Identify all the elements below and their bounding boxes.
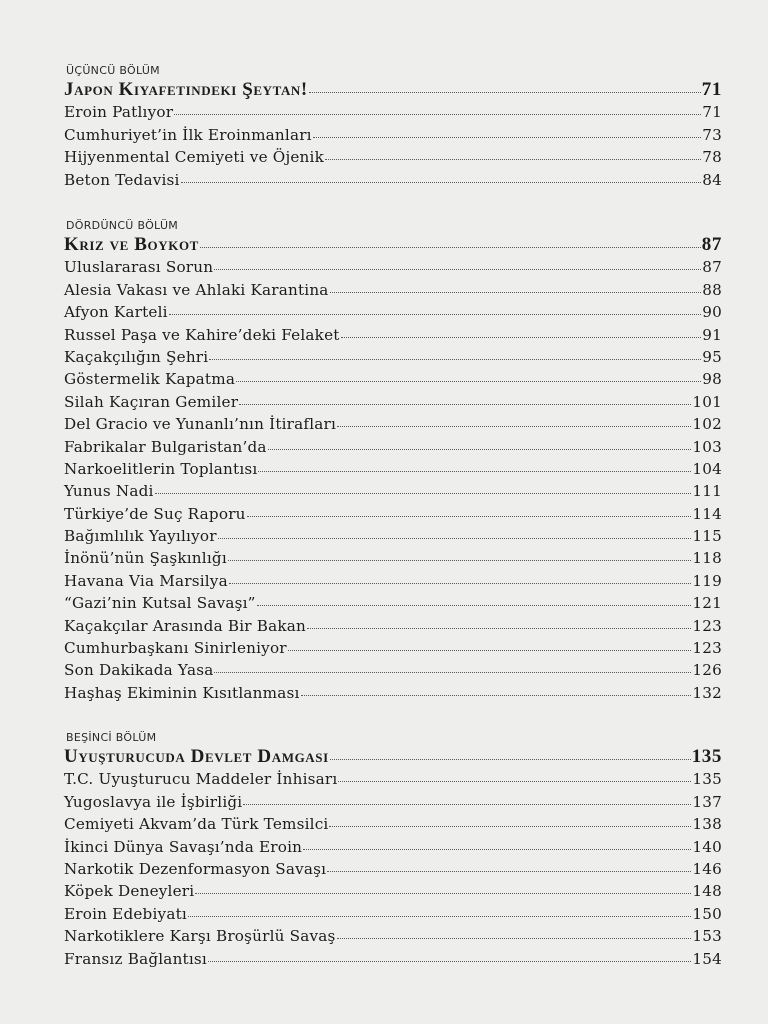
chapter-title-row[interactable] (64, 79, 722, 101)
chapter-title: Uyuşturucuda Devlet Damgası (64, 746, 329, 767)
toc-entry[interactable] (64, 813, 722, 835)
dot-leader (200, 247, 701, 248)
entry-page: 132 (692, 683, 722, 702)
entry-title: “Gazi’nin Kutsal Savaşı” (64, 594, 256, 613)
toc-entry[interactable] (64, 592, 722, 614)
entry-title: Yugoslavya ile İşbirliği (64, 792, 243, 811)
dot-leader (208, 961, 691, 962)
entry-page: 153 (692, 927, 722, 946)
toc-entry[interactable] (64, 858, 722, 880)
toc-entry[interactable] (64, 413, 722, 435)
entry-page: 138 (692, 815, 722, 834)
entry-page: 119 (692, 571, 722, 590)
entry-title: Bağımlılık Yayılıyor (64, 527, 217, 546)
entry-page: 121 (692, 594, 722, 613)
entry-title: Havana Via Marsilya (64, 571, 228, 590)
toc-entry[interactable] (64, 903, 722, 925)
section-ucuncu-bolum (64, 62, 722, 191)
entry-title: Narkotik Dezenformasyon Savaşı (64, 859, 327, 878)
toc-entry[interactable] (64, 346, 722, 368)
dot-leader (247, 516, 692, 517)
section-dorduncu-bolum (64, 217, 722, 704)
section-kicker: ÜÇÜNCÜ BÖLÜM (66, 64, 160, 77)
dot-leader (307, 628, 691, 629)
entry-page: 115 (692, 527, 722, 546)
entry-page: 123 (692, 616, 722, 635)
toc-entry[interactable] (64, 682, 722, 704)
dot-leader (228, 560, 692, 561)
entry-title: Cemiyeti Akvam’da Türk Temsilci (64, 815, 329, 834)
chapter-page: 87 (701, 234, 722, 255)
toc-entry[interactable] (64, 368, 722, 390)
entry-page: 95 (702, 347, 722, 366)
dot-leader (338, 781, 691, 782)
entry-title: Russel Paşa ve Kahire’deki Felaket (64, 325, 340, 344)
entry-page: 87 (702, 258, 722, 277)
entry-title: Eroin Patlıyor (64, 103, 174, 122)
dot-leader (258, 471, 691, 472)
entry-page: 114 (692, 504, 722, 523)
dot-leader (268, 449, 692, 450)
toc-entry[interactable] (64, 836, 722, 858)
entry-page: 150 (692, 904, 722, 923)
dot-leader (329, 826, 691, 827)
entry-title: Fransız Bağlantısı (64, 949, 207, 968)
entry-page: 90 (702, 303, 722, 322)
entry-title: Son Dakikada Yasa (64, 661, 214, 680)
dot-leader (288, 650, 692, 651)
toc-entry[interactable] (64, 279, 722, 301)
entry-page: 101 (692, 392, 722, 411)
entry-title: Hijyenmental Cemiyeti ve Öjenik (64, 148, 324, 167)
chapter-page: 135 (691, 746, 722, 767)
chapter-title-row[interactable] (64, 234, 722, 256)
dot-leader (214, 269, 701, 270)
dot-leader (301, 695, 692, 696)
dot-leader (195, 893, 691, 894)
entry-page: 73 (702, 125, 722, 144)
toc-entry[interactable] (64, 768, 722, 790)
entry-page: 135 (692, 770, 722, 789)
entry-title: Alesia Vakası ve Ahlaki Karantina (64, 280, 329, 299)
entry-page: 103 (692, 437, 722, 456)
toc-entry[interactable] (64, 458, 722, 480)
entry-title: Türkiye’de Suç Raporu (64, 504, 246, 523)
section-kicker: BEŞİNCİ BÖLÜM (66, 731, 157, 744)
entry-title: Del Gracio ve Yunanlı’nın İtirafları (64, 415, 337, 434)
entry-page: 98 (702, 370, 722, 389)
toc-entry[interactable] (64, 637, 722, 659)
toc-entry[interactable] (64, 525, 722, 547)
entry-title: Kaçakçılar Arasında Bir Bakan (64, 616, 307, 635)
dot-leader (327, 871, 691, 872)
dot-leader (174, 114, 701, 115)
dot-leader (236, 381, 701, 382)
entry-page: 88 (702, 280, 722, 299)
section-kicker: DÖRDÜNCÜ BÖLÜM (66, 219, 179, 232)
entry-title: Cumhurbaşkanı Sinirleniyor (64, 639, 287, 658)
dot-leader (303, 849, 691, 850)
entry-title: Köpek Deneyleri (64, 882, 195, 901)
toc-entry[interactable] (64, 570, 722, 592)
dot-leader (330, 759, 691, 760)
chapter-title: Japon Kıyafetindeki Şeytan! (64, 79, 308, 100)
entry-page: 126 (692, 661, 722, 680)
entry-title: Afyon Karteli (64, 303, 168, 322)
toc-entry[interactable] (64, 169, 722, 191)
entry-page: 111 (692, 482, 722, 501)
section-besinci-bolum (64, 729, 722, 970)
entry-title: Yunus Nadi (64, 482, 154, 501)
dot-leader (337, 938, 692, 939)
chapter-title-row[interactable] (64, 746, 722, 768)
entry-title: Cumhuriyet’in İlk Eroinmanları (64, 125, 312, 144)
toc-entry[interactable] (64, 615, 722, 637)
entry-title: İnönü’nün Şaşkınlığı (64, 549, 227, 568)
dot-leader (155, 493, 692, 494)
entry-page: 146 (692, 859, 722, 878)
dot-leader (330, 292, 702, 293)
toc-entry[interactable] (64, 256, 722, 278)
entry-page: 78 (702, 148, 722, 167)
toc-entry[interactable] (64, 146, 722, 168)
entry-title: Kaçakçılığın Şehri (64, 347, 209, 366)
entry-page: 84 (702, 170, 722, 189)
dot-leader (309, 92, 701, 93)
dot-leader (337, 426, 691, 427)
dot-leader (325, 159, 701, 160)
dot-leader (239, 404, 691, 405)
entry-title: Silah Kaçıran Gemiler (64, 392, 239, 411)
dot-leader (169, 314, 702, 315)
toc-entry[interactable] (64, 503, 722, 525)
toc-entry[interactable] (64, 324, 722, 346)
entry-title: Narkotiklere Karşı Broşürlü Savaş (64, 927, 336, 946)
dot-leader (243, 804, 691, 805)
entry-page: 148 (692, 882, 722, 901)
entry-page: 123 (692, 639, 722, 658)
chapter-title: Kriz ve Boykot (64, 234, 199, 255)
entry-title: İkinci Dünya Savaşı’nda Eroin (64, 837, 303, 856)
chapter-page: 71 (701, 79, 722, 100)
toc-entry[interactable] (64, 547, 722, 569)
toc-entry[interactable] (64, 925, 722, 947)
entry-title: T.C. Uyuşturucu Maddeler İnhisarı (64, 770, 338, 789)
toc-entry[interactable] (64, 880, 722, 902)
dot-leader (214, 672, 691, 673)
toc-entry[interactable] (64, 301, 722, 323)
entry-title: Göstermelik Kapatma (64, 370, 236, 389)
entry-page: 140 (692, 837, 722, 856)
entry-title: Beton Tedavisi (64, 170, 180, 189)
toc-entry[interactable] (64, 948, 722, 970)
entry-page: 118 (692, 549, 722, 568)
dot-leader (229, 583, 692, 584)
toc-entry[interactable] (64, 391, 722, 413)
entry-page: 104 (692, 459, 722, 478)
entry-title: Haşhaş Ekiminin Kısıtlanması (64, 683, 300, 702)
entry-page: 91 (702, 325, 722, 344)
dot-leader (313, 137, 702, 138)
dot-leader (218, 538, 692, 539)
toc-entry[interactable] (64, 436, 722, 458)
toc-entry[interactable] (64, 659, 722, 681)
entry-page: 102 (692, 415, 722, 434)
toc-entry[interactable] (64, 791, 722, 813)
dot-leader (188, 916, 691, 917)
entry-title: Eroin Edebiyatı (64, 904, 187, 923)
toc-entry[interactable] (64, 124, 722, 146)
dot-leader (209, 359, 701, 360)
entry-title: Uluslararası Sorun (64, 258, 214, 277)
entry-title: Fabrikalar Bulgaristan’da (64, 437, 267, 456)
toc-entry[interactable] (64, 480, 722, 502)
entry-page: 71 (702, 103, 722, 122)
dot-leader (181, 182, 702, 183)
dot-leader (341, 337, 702, 338)
entry-page: 154 (692, 949, 722, 968)
toc-entry[interactable] (64, 101, 722, 123)
dot-leader (257, 605, 692, 606)
entry-page: 137 (692, 792, 722, 811)
entry-title: Narkoelitlerin Toplantısı (64, 459, 258, 478)
